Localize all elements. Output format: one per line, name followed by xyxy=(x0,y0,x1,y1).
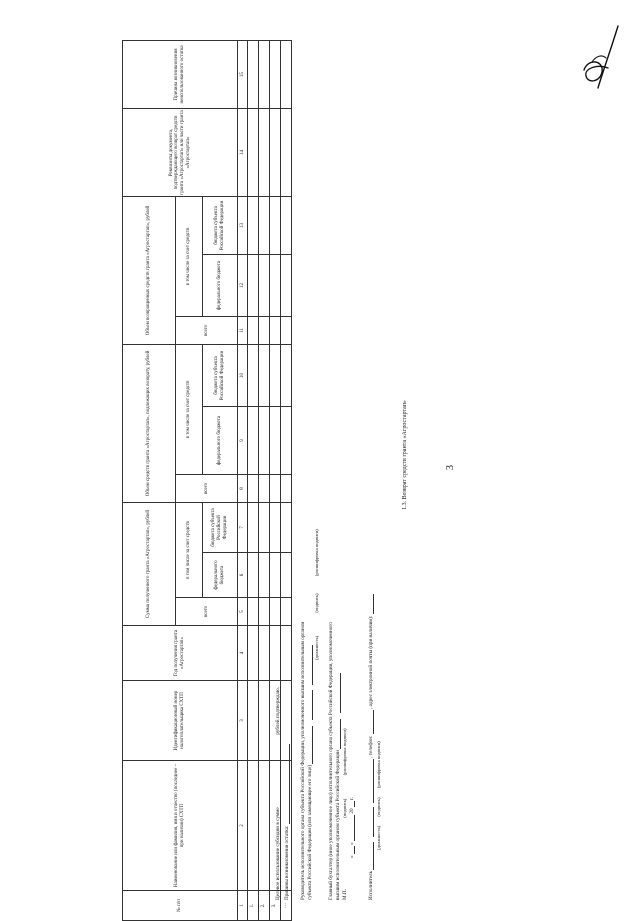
table-cell xyxy=(281,316,292,344)
table-cell xyxy=(248,626,259,681)
column-number: 6 xyxy=(238,553,248,598)
column-number: 8 xyxy=(238,475,248,503)
table-cell xyxy=(270,40,281,108)
table-cell xyxy=(248,553,259,598)
header-incl: в том числе за счет средств xyxy=(176,344,203,474)
header-total: всего xyxy=(176,475,238,503)
row-number: 1. xyxy=(248,891,259,921)
column-number: 3 xyxy=(238,681,248,761)
date-quote-close: » xyxy=(349,842,355,845)
header-federal: федерального бюджета xyxy=(203,407,238,475)
table-cell xyxy=(281,503,292,553)
table-cell xyxy=(248,761,259,891)
table-cell xyxy=(281,553,292,598)
column-number: 7 xyxy=(238,503,248,553)
head-captions xyxy=(314,529,320,660)
column-number: 9 xyxy=(238,407,248,475)
exec-position-blank xyxy=(373,842,374,870)
table-cell xyxy=(270,553,281,598)
column-number: 5 xyxy=(238,598,248,626)
table-cell xyxy=(248,407,259,475)
grant-return-table xyxy=(122,40,292,921)
table-cell xyxy=(248,254,259,316)
mp-label: М.П. xyxy=(342,889,348,900)
table-cell xyxy=(259,761,270,891)
header-total: всего xyxy=(176,316,238,344)
table-cell xyxy=(281,196,292,254)
header-num: № п/п xyxy=(123,891,238,921)
table-cell xyxy=(259,503,270,553)
month-blank xyxy=(354,815,355,841)
row-number: 3. xyxy=(270,891,281,921)
column-number-row xyxy=(238,40,248,920)
phone-blank xyxy=(373,710,374,734)
accountant-line-1 xyxy=(328,622,334,900)
signature-caption: (подпись) xyxy=(314,593,319,613)
header-inn: Идентификационный номер налогоплательщика СХТП xyxy=(123,681,238,761)
table-cell xyxy=(259,681,270,761)
position-caption: (должность) xyxy=(314,635,319,660)
date-quote-open: « xyxy=(349,855,355,858)
acc-signature-caption: (подпись) xyxy=(342,798,347,818)
table-cell xyxy=(248,681,259,761)
table-cell xyxy=(248,503,259,553)
column-number: 12 xyxy=(238,254,248,316)
table-cell xyxy=(248,108,259,196)
table-cell xyxy=(259,553,270,598)
header-regional: бюджета субъекта Российской Федерации xyxy=(203,503,238,553)
position-blank xyxy=(312,726,313,764)
table-cell xyxy=(270,407,281,475)
table-cell xyxy=(248,40,259,108)
header-returned: Объем возвращенных средств гранта «Агростартап», рублей xyxy=(123,196,176,344)
acc-decode-caption: (расшифровка подписи) xyxy=(342,728,347,776)
head-text-2: субъекта Российской Федерации (или замещающее его лицо) xyxy=(307,764,313,900)
phone-label: , телефон: xyxy=(368,735,374,758)
header-regional: бюджета субъекта Российской Федерации xyxy=(203,344,238,406)
header-doc: Реквизиты документа, подтверждающего возврат средств гранта «Агростартап» или части гранта «Агростартап» xyxy=(123,108,238,196)
column-number: 15 xyxy=(238,40,248,108)
column-number: 1 xyxy=(238,891,248,921)
handwritten-signature xyxy=(578,18,624,98)
row-number: 2. xyxy=(259,891,270,921)
table-cell xyxy=(248,475,259,503)
exec-decode-blank xyxy=(373,759,374,803)
column-number: 14 xyxy=(238,108,248,196)
column-number: 2 xyxy=(238,761,248,891)
header-to-return: Объем средств гранта «Агростартап», подлежащих возврату, рублей xyxy=(123,344,176,502)
row-number: … xyxy=(281,891,292,921)
executor-line xyxy=(368,594,374,900)
header-name: Наименование или фамилия, имя и отчество (последнее – при наличии) СХТП xyxy=(123,761,238,891)
accountant-text-1: Главный бухгалтер (иное уполномоченное лицо) исполнительного органа субъекта Российской Федерации, уполномоченного xyxy=(328,622,334,900)
accountant-line-2 xyxy=(335,673,341,900)
executor-label: Исполнитель xyxy=(368,870,374,900)
table-cell xyxy=(248,598,259,626)
exec-position-caption: (должность) xyxy=(376,825,381,850)
table-cell xyxy=(259,407,270,475)
table-cell xyxy=(259,196,270,254)
column-number: 13 xyxy=(238,196,248,254)
email-blank xyxy=(373,594,374,614)
header-incl: в том числе за счет средств xyxy=(176,503,203,598)
table-cell xyxy=(281,407,292,475)
amount-blank xyxy=(280,736,281,806)
year-blank xyxy=(354,801,355,807)
table-row xyxy=(259,40,270,920)
table-cell xyxy=(259,626,270,681)
table-cell xyxy=(248,344,259,406)
table-cell xyxy=(281,598,292,626)
table-cell xyxy=(270,108,281,196)
table-cell xyxy=(270,196,281,254)
table-cell xyxy=(270,475,281,503)
header-regional: бюджета субъекта Российской Федерации xyxy=(203,196,238,254)
table-cell xyxy=(270,254,281,316)
table-cell xyxy=(281,475,292,503)
executor-captions xyxy=(376,741,382,850)
day-blank xyxy=(354,846,355,854)
column-number: 10 xyxy=(238,344,248,406)
header-year: Год получения гранта «Агростартап» xyxy=(123,626,238,681)
email-label: , адрес электронной почты (при наличии): xyxy=(368,615,374,709)
table-cell xyxy=(259,316,270,344)
date-year: 20 xyxy=(349,808,355,814)
date-line xyxy=(349,797,355,858)
table-cell xyxy=(259,475,270,503)
header-incl: в том числе за счет средств xyxy=(176,196,203,316)
target-use-end: рублей подтверждаю. xyxy=(275,687,281,735)
exec-decode-caption: (расшифровка подписи) xyxy=(376,741,381,789)
table-cell xyxy=(281,344,292,406)
page-number: 3 xyxy=(445,465,456,470)
table-cell xyxy=(248,316,259,344)
exec-signature-caption: (подпись) xyxy=(376,797,381,817)
table-cell xyxy=(270,503,281,553)
table-cell xyxy=(270,344,281,406)
table-cell xyxy=(259,40,270,108)
table-cell xyxy=(259,108,270,196)
header-received: Сумма полученного гранта «Агростартап», рублей xyxy=(123,503,176,626)
acc-decode-blank xyxy=(340,673,341,713)
table-cell xyxy=(281,40,292,108)
signature-blank xyxy=(312,690,313,720)
accountant-text-2: высшим исполнительным органом субъекта Российской Федерации xyxy=(335,750,341,900)
column-number: 11 xyxy=(238,316,248,344)
table-cell xyxy=(248,196,259,254)
table-cell xyxy=(259,598,270,626)
header-total: всего xyxy=(176,598,238,626)
target-use-start: Целевое использование субсидии в сумме xyxy=(275,807,281,900)
table-cell xyxy=(281,108,292,196)
table-cell xyxy=(270,316,281,344)
date-g: г. xyxy=(349,797,355,800)
table-cell xyxy=(281,254,292,316)
reasons-line xyxy=(284,744,290,900)
mp-line xyxy=(342,728,348,900)
header-reason: Причина возникновения неиспользованного остатка xyxy=(123,40,238,108)
exec-signature-blank xyxy=(373,807,374,837)
head-line-1 xyxy=(300,622,306,900)
table-cell xyxy=(270,598,281,626)
header-federal: федерального бюджета xyxy=(203,553,238,598)
section-title: 1.3. Возврат средств гранта «Агростартап» xyxy=(402,400,408,510)
table-cell xyxy=(270,626,281,681)
reasons-blank xyxy=(289,744,290,824)
table-cell xyxy=(259,254,270,316)
table-row xyxy=(248,40,259,920)
header-federal: федерального бюджета xyxy=(203,254,238,316)
reasons-label: Причины возникновения остатка: xyxy=(284,825,290,900)
head-text-1: Руководитель исполнительного органа субъекта Российской Федерации, уполномоченного высшим исполнительным органом xyxy=(300,621,306,900)
table-cell xyxy=(259,344,270,406)
target-use-line xyxy=(275,687,281,900)
table-cell xyxy=(281,626,292,681)
decode-caption: (расшифровка подписи) xyxy=(314,529,319,577)
head-line-2 xyxy=(307,645,313,900)
column-number: 4 xyxy=(238,626,248,681)
